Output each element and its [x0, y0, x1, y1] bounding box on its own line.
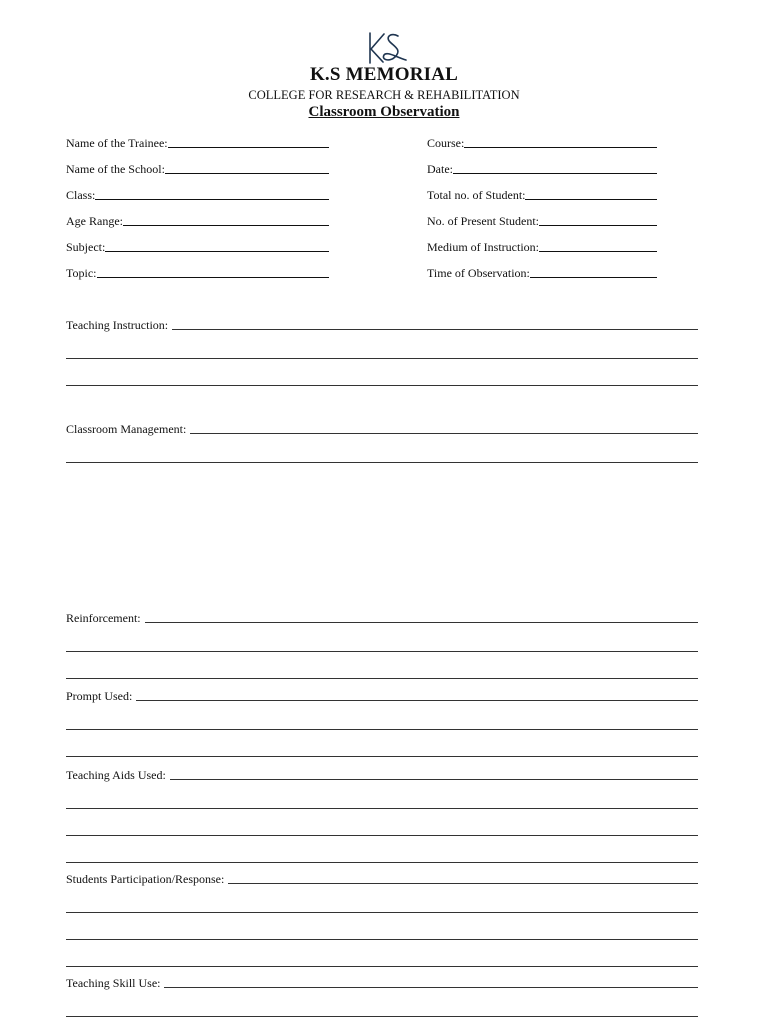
age-range-field[interactable] — [66, 212, 329, 228]
field-blank[interactable] — [539, 225, 657, 226]
form-title-text: Classroom Observation — [308, 104, 460, 120]
field-blank[interactable] — [105, 251, 329, 252]
section-first-line[interactable] — [66, 420, 698, 436]
section-label: Students Participation/Response: — [66, 872, 225, 886]
teaching-instruction-section — [66, 316, 698, 386]
answer-line[interactable] — [66, 729, 698, 730]
total-students-field[interactable] — [427, 186, 657, 202]
present-students-field[interactable] — [427, 212, 657, 228]
field-label: Subject: — [66, 240, 106, 254]
field-blank[interactable] — [453, 173, 657, 174]
field-label: Class: — [66, 188, 96, 202]
answer-line[interactable] — [66, 756, 698, 757]
topic-field[interactable] — [66, 264, 329, 280]
answer-line[interactable] — [66, 862, 698, 863]
field-blank[interactable] — [525, 199, 657, 200]
reinforcement-section — [66, 609, 698, 679]
answer-line[interactable] — [66, 385, 698, 386]
section-first-line[interactable] — [66, 870, 698, 886]
form-title — [0, 104, 768, 121]
answer-line[interactable] — [66, 462, 698, 463]
section-label: Teaching Skill Use: — [66, 976, 161, 990]
course-field[interactable] — [427, 134, 657, 150]
field-blank[interactable] — [123, 225, 329, 226]
field-blank[interactable] — [165, 173, 329, 174]
subject-field[interactable] — [66, 238, 329, 254]
answer-line[interactable] — [164, 987, 698, 988]
field-blank[interactable] — [95, 199, 329, 200]
answer-line[interactable] — [66, 1016, 698, 1017]
school-name-field[interactable] — [66, 160, 329, 176]
prompt-used-section — [66, 687, 698, 757]
section-label: Teaching Aids Used: — [66, 768, 166, 782]
section-label: Classroom Management: — [66, 422, 187, 436]
section-label: Teaching Instruction: — [66, 318, 169, 332]
college-subtitle: COLLEGE FOR RESEARCH & REHABILITATION — [248, 88, 520, 102]
time-of-observation-field[interactable] — [427, 264, 657, 280]
section-first-line[interactable] — [66, 687, 698, 703]
field-blank[interactable] — [168, 147, 329, 148]
medium-of-instruction-field[interactable] — [427, 238, 657, 254]
date-field[interactable] — [427, 160, 657, 176]
college-logo — [362, 30, 412, 66]
answer-line[interactable] — [66, 651, 698, 652]
section-first-line[interactable] — [66, 316, 698, 332]
student-participation-section — [66, 870, 698, 967]
field-label: Total no. of Student: — [427, 188, 526, 202]
teaching-aids-section — [66, 766, 698, 863]
section-first-line[interactable] — [66, 974, 698, 990]
field-label: Medium of Instruction: — [427, 240, 539, 254]
field-label: Name of the Trainee: — [66, 136, 168, 150]
class-field[interactable] — [66, 186, 329, 202]
answer-line[interactable] — [170, 779, 698, 780]
answer-line[interactable] — [190, 433, 698, 434]
classroom-management-section — [66, 420, 698, 463]
answer-line[interactable] — [145, 622, 698, 623]
section-first-line[interactable] — [66, 766, 698, 782]
section-label: Reinforcement: — [66, 611, 141, 625]
answer-line[interactable] — [136, 700, 698, 701]
field-label: Age Range: — [66, 214, 123, 228]
answer-line[interactable] — [66, 939, 698, 940]
section-label: Prompt Used: — [66, 689, 133, 703]
answer-line[interactable] — [66, 358, 698, 359]
field-label: Date: — [427, 162, 453, 176]
trainee-name-field[interactable] — [66, 134, 329, 150]
answer-line[interactable] — [66, 912, 698, 913]
field-label: Name of the School: — [66, 162, 165, 176]
field-label: No. of Present Student: — [427, 214, 539, 228]
field-blank[interactable] — [464, 147, 657, 148]
answer-line[interactable] — [66, 966, 698, 967]
answer-line[interactable] — [66, 808, 698, 809]
field-blank[interactable] — [97, 277, 330, 278]
field-blank[interactable] — [530, 277, 657, 278]
field-label: Course: — [427, 136, 465, 150]
field-blank[interactable] — [539, 251, 657, 252]
answer-line[interactable] — [66, 835, 698, 836]
answer-line[interactable] — [172, 329, 698, 330]
field-label: Time of Observation: — [427, 266, 530, 280]
answer-line[interactable] — [66, 678, 698, 679]
teaching-skill-section — [66, 974, 698, 1017]
field-label: Topic: — [66, 266, 97, 280]
college-name: K.S MEMORIAL — [309, 64, 459, 85]
answer-line[interactable] — [228, 883, 698, 884]
section-first-line[interactable] — [66, 609, 698, 625]
